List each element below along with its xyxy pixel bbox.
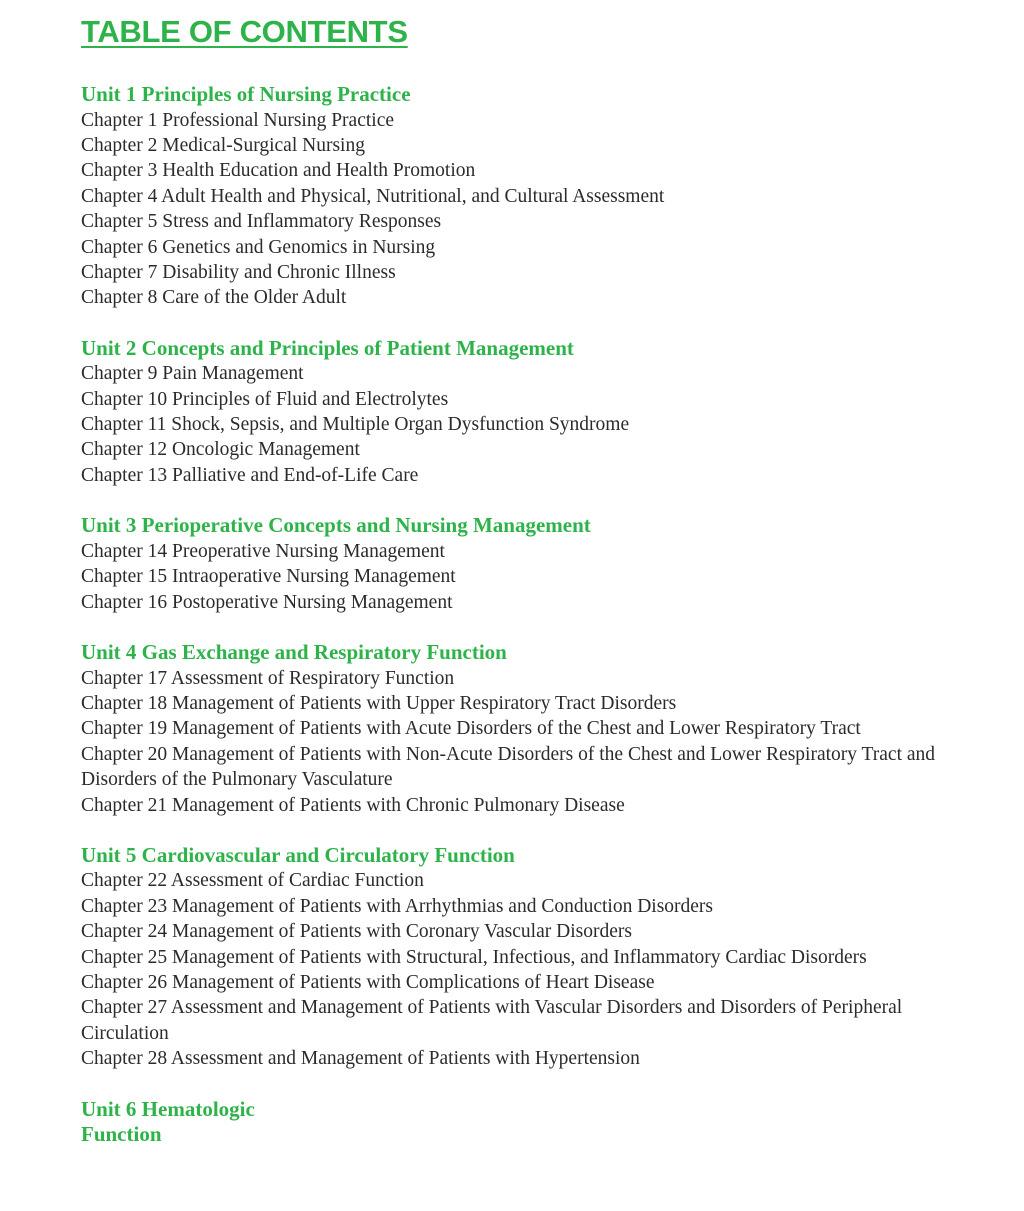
toc-title: TABLE OF CONTENTS [81,14,408,49]
chapter-item: Chapter 5 Stress and Inflammatory Responses [81,211,442,233]
chapter-item: Chapter 8 Care of the Older Adult [81,287,347,309]
chapter-item: Chapter 4 Adult Health and Physical, Nutritional, and Cultural Assessment [81,185,665,207]
unit-section [81,336,981,489]
chapter-item: Chapter 6 Genetics and Genomics in Nursing [81,236,436,258]
unit-title: Unit 3 Perioperative Concepts and Nursing Management [81,513,591,538]
unit-section [81,82,981,311]
unit-title: Unit 5 Cardiovascular and Circulatory Function [81,842,515,867]
chapter-item: Chapter 28 Assessment and Management of Patients with Hypertension [81,1048,640,1070]
chapter-list [81,539,981,615]
chapter-item: Chapter 26 Management of Patients with Complications of Heart Disease [81,972,655,994]
chapter-item: Chapter 13 Palliative and End-of-Life Care [81,464,419,486]
chapter-item: Chapter 20 Management of Patients with Non-Acute Disorders of the Chest and Lower Respiratory Tract and Disorders of the Pulmonary Vasculature [81,743,936,791]
unit-title: Unit 6 Hematologic Function [81,1096,255,1147]
chapter-item: Chapter 18 Management of Patients with Upper Respiratory Tract Disorders [81,692,677,714]
unit-section [81,1097,981,1148]
chapter-item: Chapter 1 Professional Nursing Practice [81,109,395,131]
chapter-item: Chapter 2 Medical-Surgical Nursing [81,134,365,156]
units-container [81,82,981,1148]
chapter-item: Chapter 23 Management of Patients with Arrhythmias and Conduction Disorders [81,895,714,917]
chapter-item: Chapter 3 Health Education and Health Promotion [81,160,476,182]
chapter-item: Chapter 10 Principles of Fluid and Electrolytes [81,388,449,410]
unit-section [81,640,981,818]
chapter-item: Chapter 16 Postoperative Nursing Management [81,591,453,613]
unit-title: Unit 2 Concepts and Principles of Patient Management [81,335,574,360]
chapter-item: Chapter 9 Pain Management [81,363,304,385]
chapter-item: Chapter 21 Management of Patients with Chronic Pulmonary Disease [81,794,625,816]
chapter-list [81,868,981,1071]
unit-title: Unit 4 Gas Exchange and Respiratory Function [81,640,507,664]
chapter-item: Chapter 22 Assessment of Cardiac Function [81,870,424,892]
chapter-item: Chapter 25 Management of Patients with Structural, Infectious, and Inflammatory Cardiac Disorders [81,946,867,968]
chapter-item: Chapter 11 Shock, Sepsis, and Multiple Organ Dysfunction Syndrome [81,414,630,436]
chapter-list [81,666,981,818]
chapter-item: Chapter 27 Assessment and Management of Patients with Vascular Disorders and Disorders of Peripheral Circulation [81,997,903,1044]
chapter-list [81,361,981,488]
unit-section [81,513,981,615]
chapter-item: Chapter 17 Assessment of Respiratory Function [81,667,455,689]
unit-section [81,843,981,1072]
chapter-item: Chapter 14 Preoperative Nursing Management [81,540,445,562]
chapter-item: Chapter 15 Intraoperative Nursing Management [81,566,456,588]
chapter-list [81,108,981,311]
chapter-item: Chapter 7 Disability and Chronic Illness [81,261,396,283]
table-of-contents-page [81,12,981,1148]
chapter-item: Chapter 12 Oncologic Management [81,439,360,461]
unit-title: Unit 1 Principles of Nursing Practice [81,82,411,106]
chapter-item: Chapter 19 Management of Patients with Acute Disorders of the Chest and Lower Respiratory Tract [81,718,861,740]
chapter-item: Chapter 24 Management of Patients with Coronary Vascular Disorders [81,921,632,943]
